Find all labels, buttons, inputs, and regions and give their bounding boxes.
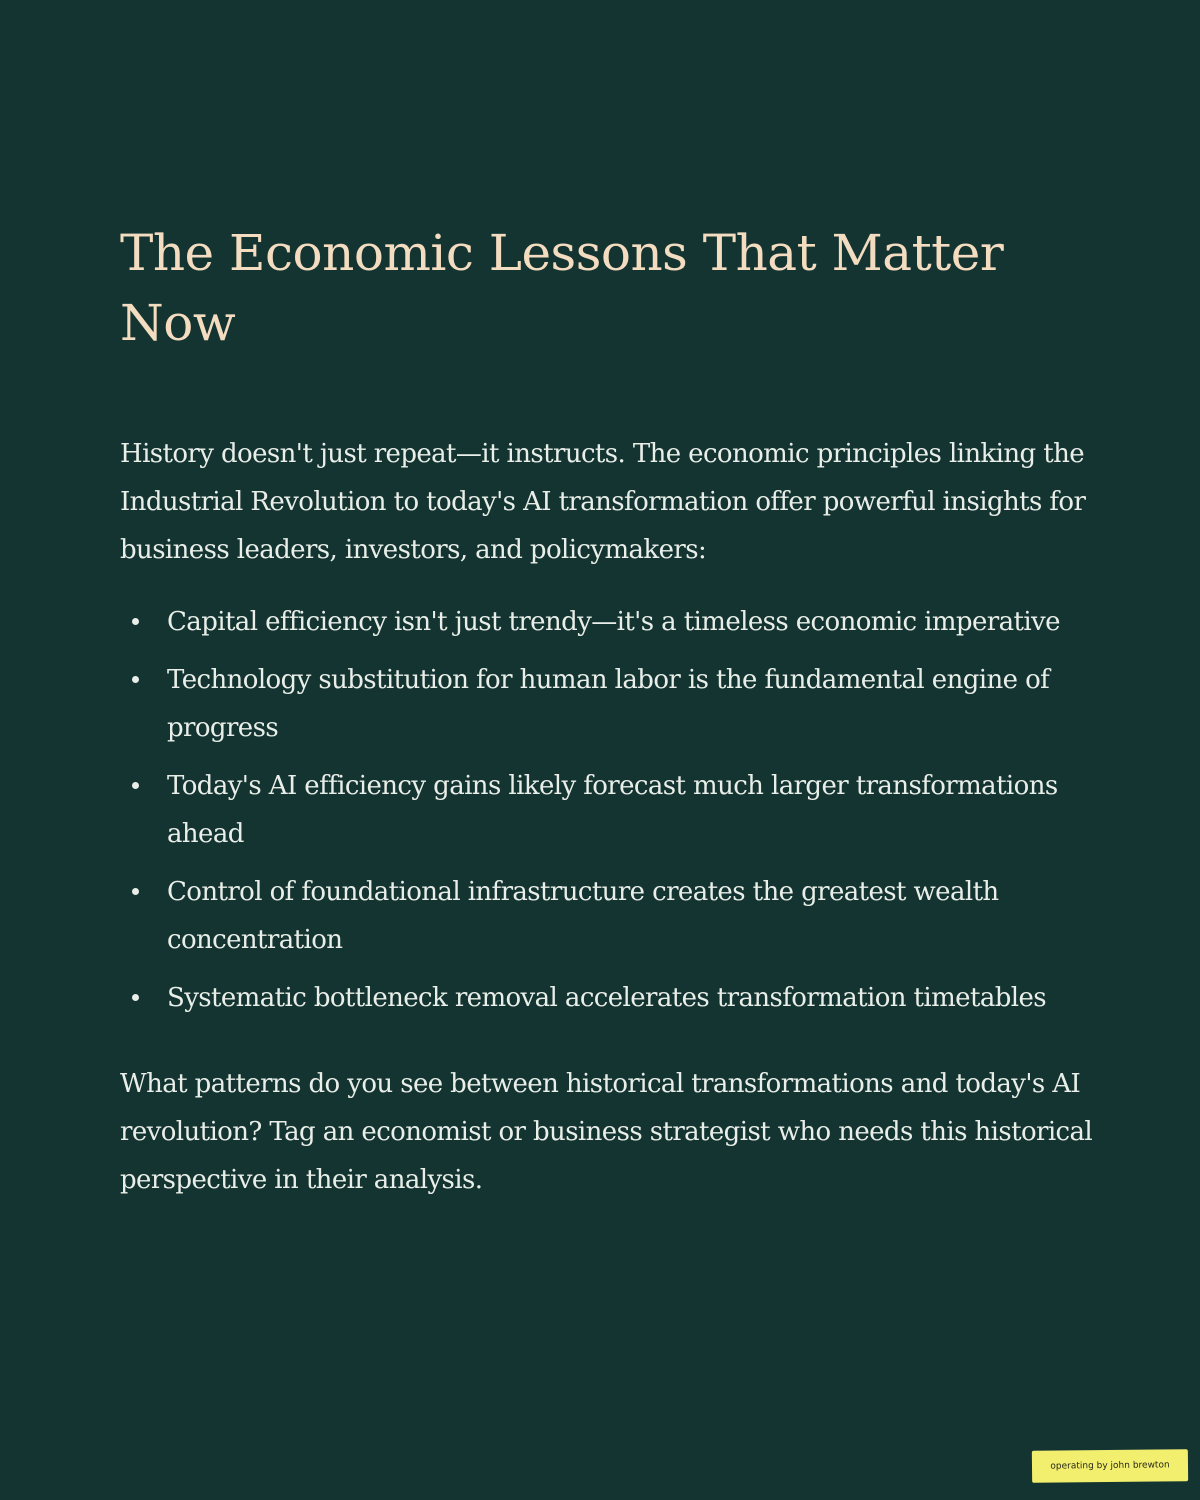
intro-paragraph: History doesn't just repeat—it instructs. The economic principles linking the Industrial Revolution to today's AI transformation offer powerful insights for business leaders, investors, and policymakers: (120, 439, 1086, 565)
author-badge-label: operating by john brewton (1050, 1460, 1170, 1472)
author-badge (1032, 1449, 1188, 1483)
list-item (120, 868, 1095, 964)
closing-paragraph: What patterns do you see between historical transformations and today's AI revolution? Tag an economist or business strategist who needs this historical perspective in their analysis. (120, 1069, 1093, 1195)
list-item-text: Technology substitution for human labor is the fundamental engine of progress (167, 665, 1050, 743)
list-item-text: Today's AI efficiency gains likely forecast much larger transformations ahead (167, 771, 1058, 849)
lessons-list (120, 598, 1095, 1022)
bullet-icon (132, 618, 139, 625)
page-title: The Economic Lessons That Matter Now (120, 224, 1004, 352)
content-column (120, 218, 1095, 1204)
list-item-text: Control of foundational infrastructure creates the greatest wealth concentration (167, 877, 999, 955)
list-item (120, 598, 1095, 646)
list-item (120, 762, 1095, 858)
bullet-icon (132, 888, 139, 895)
bullet-icon (132, 994, 139, 1001)
list-item (120, 656, 1095, 752)
bullet-icon (132, 782, 139, 789)
list-item-text: Systematic bottleneck removal accelerates transformation timetables (167, 983, 1047, 1013)
bullet-icon (132, 676, 139, 683)
list-item (120, 974, 1095, 1022)
list-item-text: Capital efficiency isn't just trendy—it's a timeless economic imperative (167, 607, 1060, 637)
